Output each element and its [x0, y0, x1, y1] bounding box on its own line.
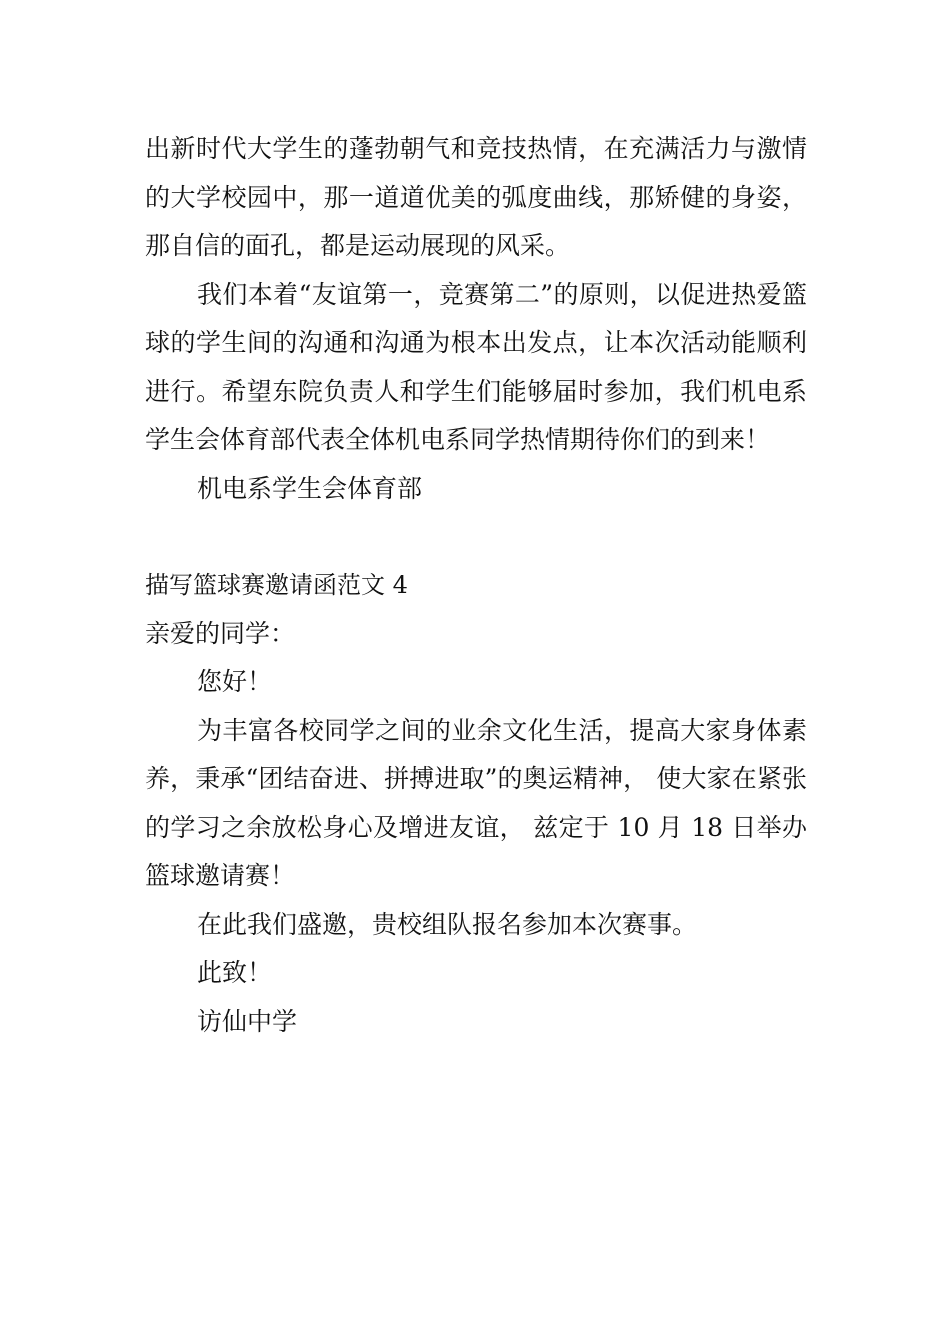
paragraph-principle: 我们本着“友谊第一，竞赛第二”的原则，以促进热爱篮球的学生间的沟通和沟通为根本出发点，让本次活动能顺利进行。希望东院负责人和学生们能够届时参加，我们机电系学生会体育部代表全体机电系同学热情期待你们的到来！ — [145, 279, 807, 454]
salutation: 亲爱的同学： — [145, 618, 296, 648]
signature-school: 访仙中学 — [197, 1006, 298, 1036]
paragraph-invitation: 为丰富各校同学之间的业余文化生活，提高大家身体素养，秉承“团结奋进、拼搏进取”的奥运精神， 使大家在紧张的学习之余放松身心及增进友谊， 兹定于 10 月 18 日举办篮球邀请赛！ — [145, 715, 807, 890]
paragraph-continuation: 出新时代大学生的蓬勃朝气和竞技热情，在充满活力与激情的大学校园中，那一道道优美的弧度曲线，那矫健的身姿，那自信的面孔，都是运动展现的风采。 — [145, 134, 807, 260]
paragraph-request: 在此我们盛邀，贵校组队报名参加本次赛事。 — [197, 909, 698, 939]
document-body — [145, 125, 807, 1046]
section-gap — [145, 513, 807, 561]
section-title: 描写篮球赛邀请函范文 4 — [145, 571, 408, 599]
closing: 此致！ — [197, 958, 273, 987]
signature-sports-department: 机电系学生会体育部 — [197, 473, 423, 503]
greeting: 您好！ — [197, 667, 273, 696]
